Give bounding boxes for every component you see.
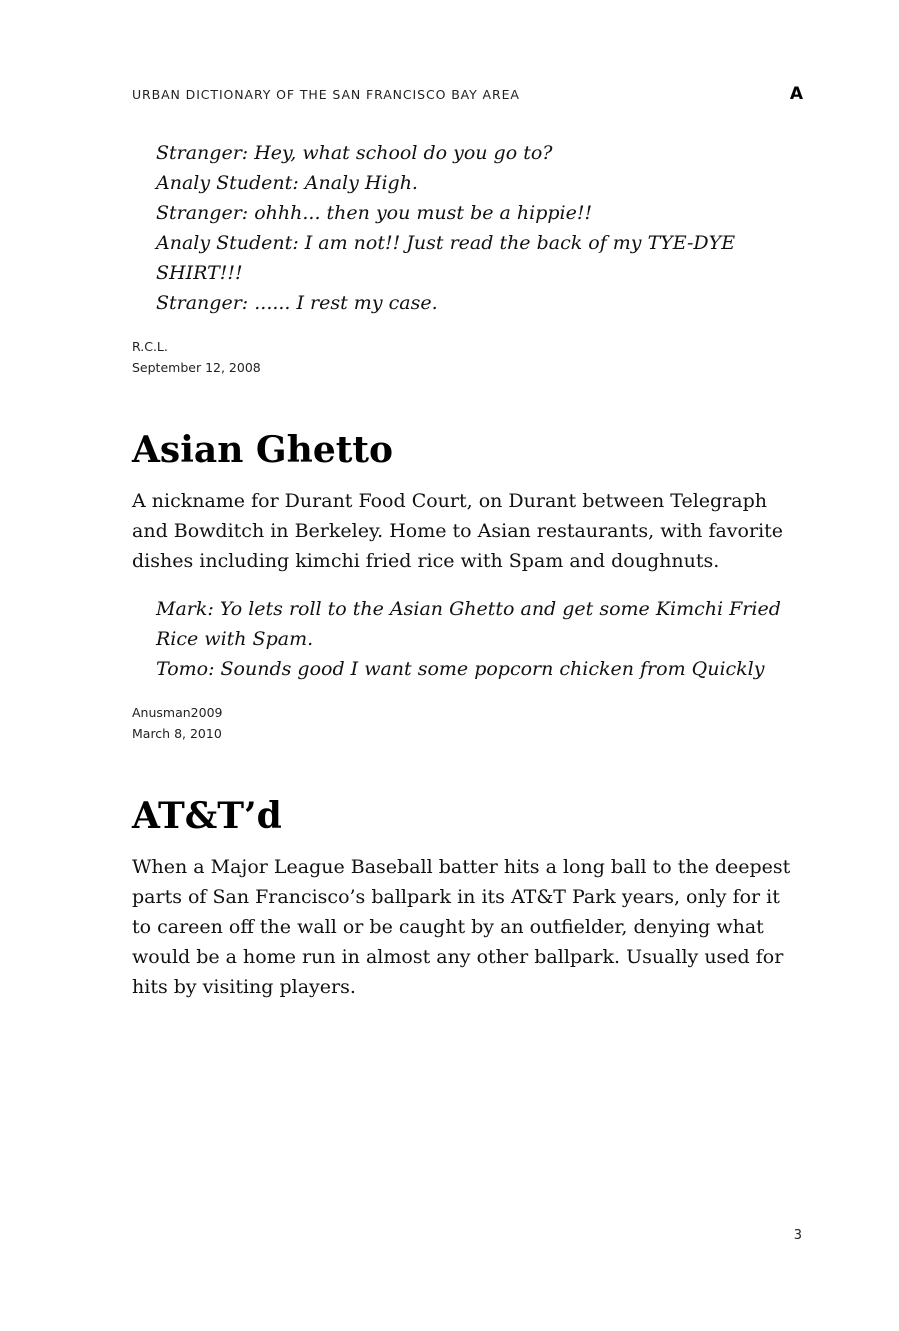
speaker-name: Stranger	[156, 202, 242, 224]
entry-definition: A nickname for Durant Food Court, on Durant between Telegraph and Bowditch in Berkeley. Home to Asian restaurants, with favorite dishes including kimchi fried rice with Spam and doughnuts.	[132, 490, 784, 572]
entry-meta	[132, 702, 222, 744]
example-block	[156, 138, 796, 318]
example-line: Analy Student: I am not!! Just read the back of my TYE-DYE	[156, 232, 736, 254]
example-line: Tomo: Sounds good I want some popcorn chicken from Quickly	[156, 658, 765, 680]
entry-date: September 12, 2008	[132, 360, 261, 375]
entry-definition: When a Major League Baseball batter hits a long ball to the deepest parts of San Francisco’s ballpark in its AT&T Park years, only for it to careen off the wall or be caught by an outfielder, denying what would be a home run in almost any other ballpark. Usually used for hits by visiting players.	[132, 856, 791, 998]
example-line: SHIRT!!!	[156, 262, 243, 284]
speaker-name: Stranger	[156, 142, 242, 164]
example-block	[156, 594, 796, 684]
section-letter: A	[789, 84, 803, 104]
page-number: 3	[793, 1228, 802, 1243]
speaker-name: Analy Student	[156, 172, 293, 194]
entry-date: March 8, 2010	[132, 726, 222, 741]
example-line: Stranger: ohhh... then you must be a hippie!!	[156, 202, 593, 224]
example-line: Analy Student: Analy High.	[156, 172, 418, 194]
entry-author: Anusman2009	[132, 705, 223, 720]
entry-headword: Asian Ghetto	[132, 429, 393, 471]
example-line: Stranger: Hey, what school do you go to?	[156, 142, 553, 164]
example-line: Rice with Spam.	[156, 628, 314, 650]
example-line: Stranger: ...... I rest my case.	[156, 292, 438, 314]
entry-meta	[132, 336, 261, 378]
entry-headword: AT&T’d	[132, 795, 282, 837]
running-title: URBAN DICTIONARY OF THE SAN FRANCISCO BAY AREA	[132, 87, 520, 102]
speaker-name: Tomo	[156, 658, 209, 680]
speaker-name: Stranger	[156, 292, 242, 314]
speaker-name: Analy Student	[156, 232, 293, 254]
speaker-name: Mark	[156, 598, 208, 620]
entry-author: R.C.L.	[132, 339, 168, 354]
example-line: Mark: Yo lets roll to the Asian Ghetto and get some Kimchi Fried	[156, 598, 781, 620]
